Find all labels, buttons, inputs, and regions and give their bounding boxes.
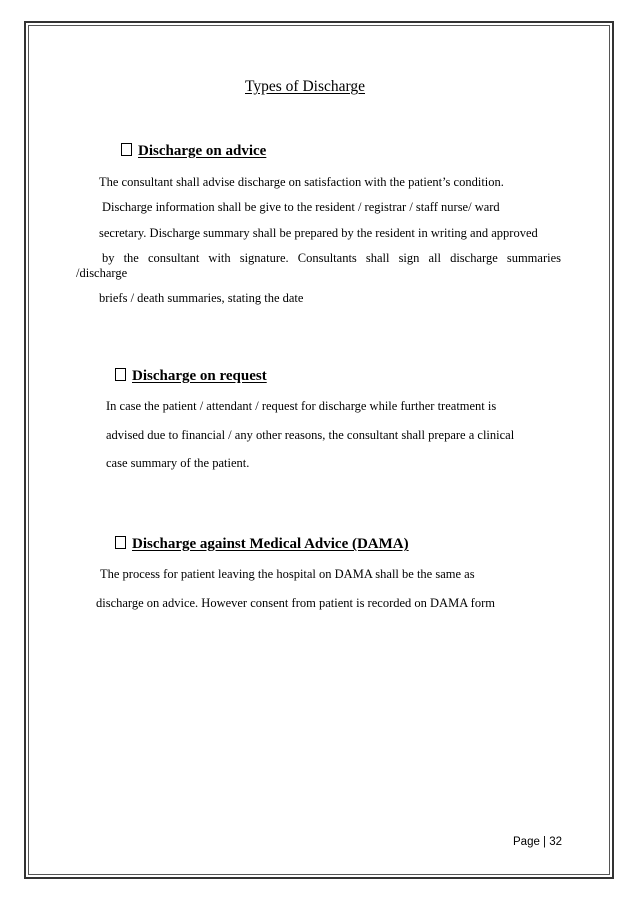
section-1-line-3: secretary. Discharge summary shall be prepared by the resident in writing and approved: [99, 226, 538, 240]
section-heading-discharge-on-request: [115, 368, 267, 385]
page-border-inner: [28, 25, 610, 875]
section-heading-label: Discharge against Medical Advice (DAMA): [132, 536, 409, 552]
section-1-line-1: The consultant shall advise discharge on satisfaction with the patient’s condition.: [99, 175, 504, 189]
section-3-line-2: discharge on advice. However consent from patient is recorded on DAMA form: [96, 596, 495, 610]
section-2-line-2: advised due to financial / any other reasons, the consultant shall prepare a clinical: [106, 428, 515, 442]
section-3-line-1: The process for patient leaving the hospital on DAMA shall be the same as: [100, 567, 475, 581]
section-1-line-2: Discharge information shall be give to the resident / registrar / staff nurse/ ward: [102, 200, 500, 214]
section-2-line-3: case summary of the patient.: [106, 456, 250, 470]
page-number: Page | 32: [513, 836, 563, 848]
checkbox-icon: [115, 368, 126, 381]
section-1-line-5: /discharge: [76, 266, 128, 280]
document-title: Types of Discharge: [245, 78, 366, 95]
section-1-line-6: briefs / death summaries, stating the date: [99, 291, 304, 305]
checkbox-icon: [115, 536, 126, 549]
section-2-line-1: In case the patient / attendant / request for discharge while further treatment is: [106, 399, 497, 413]
section-heading-discharge-against-medical-advice: [115, 536, 409, 553]
section-1-line-4: by the consultant with signature. Consultants shall sign all discharge summaries: [102, 251, 561, 265]
section-heading-label: Discharge on request: [132, 368, 267, 384]
section-heading-discharge-on-advice: [121, 143, 266, 160]
section-heading-label: Discharge on advice: [138, 143, 267, 159]
checkbox-icon: [121, 143, 132, 156]
